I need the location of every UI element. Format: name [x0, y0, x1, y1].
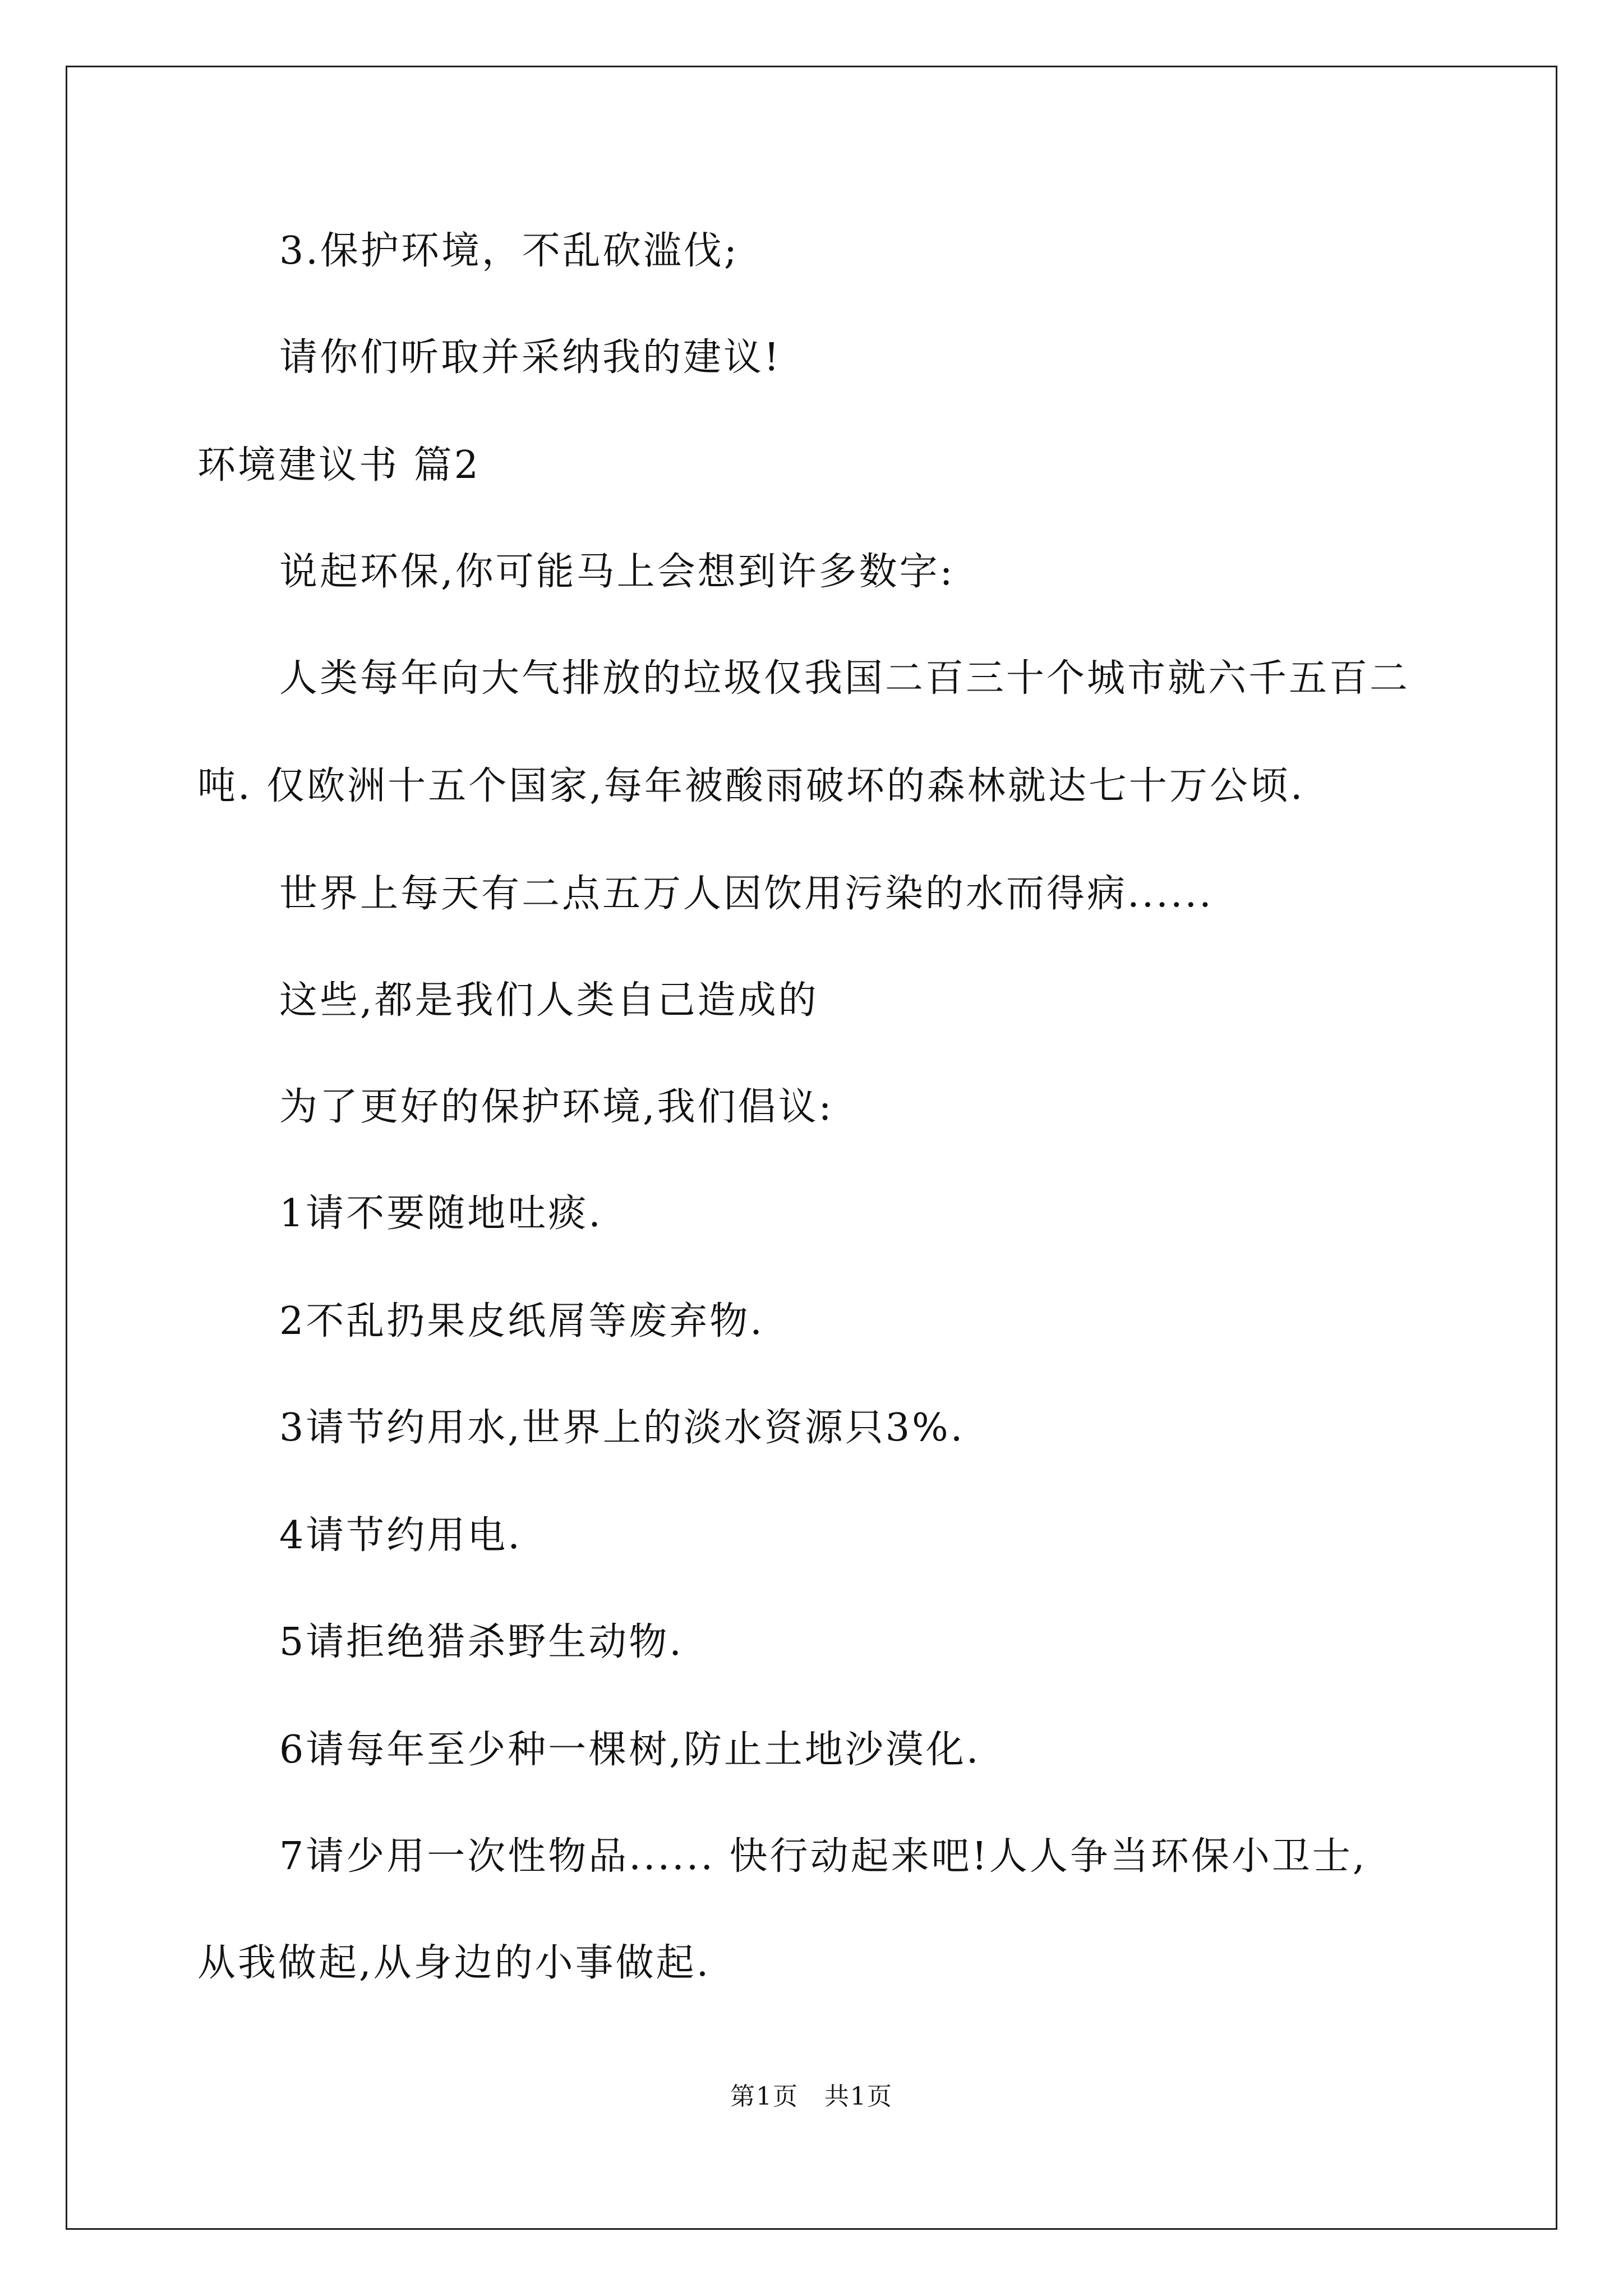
list-item: 7请少用一次性物品...... 快行动起来吧!人人争当环保小卫士,	[279, 1834, 1367, 1879]
text-line: 人类每年向大气排放的垃圾仅我国二百三十个城市就六千五百二	[279, 656, 1410, 701]
text-line: 3.保护环境，不乱砍滥伐;	[279, 229, 739, 273]
list-item: 5请拒绝猎杀野生动物.	[279, 1620, 684, 1664]
list-item: 6请每年至少种一棵树,防止土地沙漠化.	[279, 1728, 981, 1772]
text-line: 世界上每天有二点五万人因饮用污染的水而得病......	[279, 872, 1214, 916]
text-line: 这些,都是我们人类自己造成的	[279, 978, 819, 1023]
list-item: 1请不要随地吐痰.	[279, 1191, 603, 1236]
section-heading: 环境建议书 篇2	[197, 443, 481, 487]
list-item: 2不乱扔果皮纸屑等废弃物.	[279, 1299, 764, 1343]
text-line: 为了更好的保护环境,我们倡议:	[279, 1085, 834, 1129]
text-line: 请你们听取并采纳我的建议!	[279, 335, 782, 380]
page-frame	[66, 66, 1557, 2230]
text-line: 说起环保,你可能马上会想到许多数字:	[279, 550, 955, 594]
list-item: 3请节约用水,世界上的淡水资源只3%.	[279, 1406, 965, 1450]
page-footer: 第1页 共1页	[730, 2082, 893, 2111]
text-line: 吨. 仅欧洲十五个国家,每年被酸雨破坏的森林就达七十万公顷.	[197, 764, 1305, 808]
text-line: 从我做起,从身边的小事做起.	[197, 1941, 711, 1985]
list-item: 4请节约用电.	[279, 1513, 522, 1558]
